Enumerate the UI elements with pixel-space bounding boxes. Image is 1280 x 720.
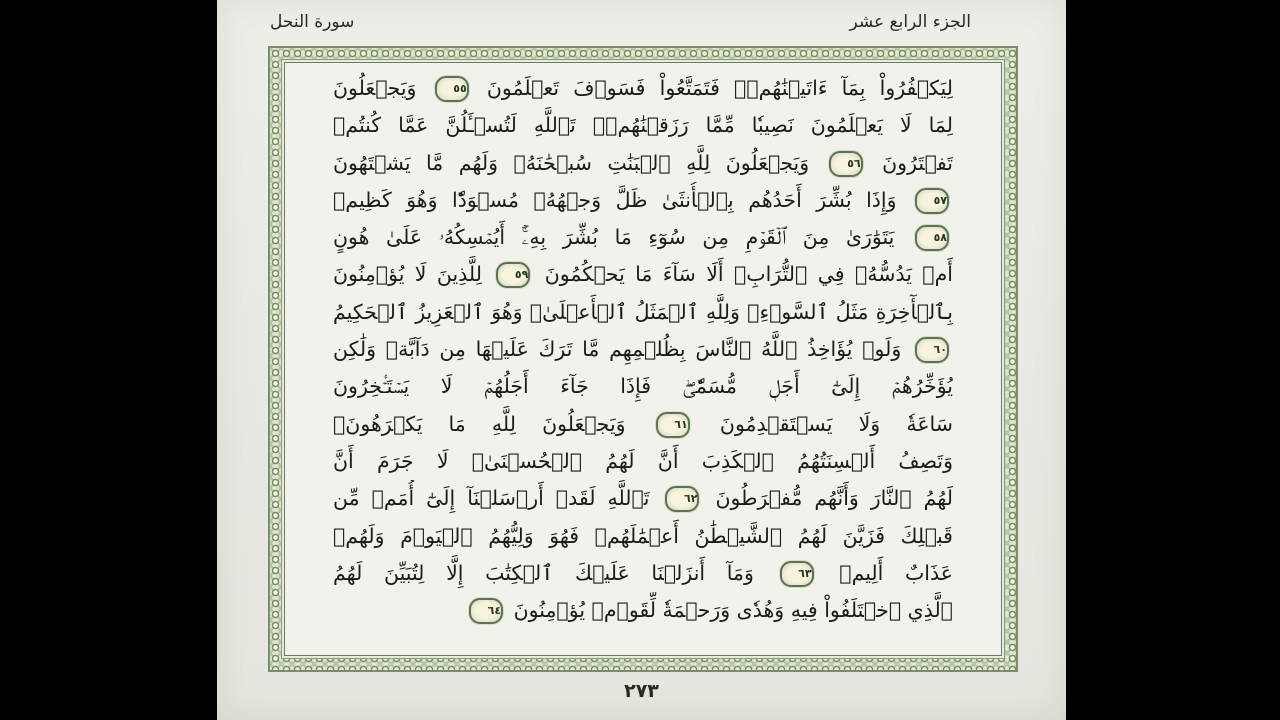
- ayah-number-marker: ٦٠: [915, 337, 949, 363]
- verse-line: [333, 294, 953, 331]
- verse-text: وَلَوۡ يُؤَاخِذُ ٱللَّهُ ٱلنَّاسَ بِظُلۡمِهِم مَّا تَرَكَ عَلَيۡهَا مِن دَآبَّةٖ وَلَٰكِن: [333, 337, 902, 362]
- verse-line: [333, 145, 953, 182]
- verse-line: [333, 331, 953, 368]
- verse-text: وَيَجۡعَلُونَ: [333, 76, 417, 100]
- verse-text: وَيَجۡعَلُونَ لِلَّهِ ٱلۡبَنَٰتِ سُبۡحَٰنَهُۥ وَلَهُم مَّا يَشۡتَهُونَ: [333, 150, 810, 175]
- ayah-number-marker: ٦٢: [665, 486, 699, 512]
- verse-line: [333, 406, 953, 443]
- verse-text: يُؤَخِّرُهُمۡ إِلَىٰٓ أَجَلٖ مُّسَمّٗىۖ فَإِذَا جَآءَ أَجَلُهُمۡ لَا يَسۡتَـٔۡخِرُونَ: [333, 374, 953, 399]
- verse-text: وَإِذَا بُشِّرَ أَحَدُهُم بِٱلۡأُنثَىٰ ظَلَّ وَجۡهُهُۥ مُسۡوَدّٗا وَهُوَ كَظِيمٞ: [333, 187, 897, 212]
- ayah-number-marker: ٦٤: [469, 598, 503, 624]
- verse-line: [333, 70, 953, 107]
- verse-text: لِيَكۡفُرُواْ بِمَآ ءَاتَيۡنَٰهُمۡۚ فَتَمَتَّعُواْ فَسَوۡفَ تَعۡلَمُونَ: [486, 76, 953, 100]
- verse-text: لِلَّذِينَ لَا يُؤۡمِنُونَ: [333, 262, 482, 287]
- text-panel: [284, 62, 1002, 656]
- page-number: ٢٧٣: [624, 680, 659, 702]
- ayah-number-marker: ٥٩: [496, 262, 530, 288]
- mushaf-page: [217, 0, 1066, 720]
- verse-line: [333, 256, 953, 293]
- verse-line: [333, 219, 953, 256]
- ayah-number-marker: ٦١: [656, 412, 690, 438]
- verse-text: أَمۡ يَدُسُّهُۥ فِي ٱلتُّرَابِۗ أَلَا سَآءَ مَا يَحۡكُمُونَ: [544, 262, 953, 287]
- verse-line: [333, 182, 953, 219]
- verse-text: بِٱلۡأٓخِرَةِ مَثَلُ ٱلسَّوۡءِۖ وَلِلَّهِ ٱلۡمَثَلُ ٱلۡأَعۡلَىٰۚ وَهُوَ ٱلۡعَزِيزُ ٱلۡحَكِيمُ: [333, 299, 953, 324]
- verse-text: عَذَابٌ أَلِيمٞ: [839, 560, 953, 585]
- verse-text: تَفۡتَرُونَ: [882, 150, 953, 175]
- verse-text-area: [333, 70, 953, 629]
- verse-line: [333, 480, 953, 517]
- verse-line: [333, 107, 953, 144]
- ayah-number-marker: ٥٨: [915, 225, 949, 251]
- ornamental-border: [268, 46, 1018, 672]
- ayah-number-marker: ٥٥: [435, 76, 469, 102]
- verse-line: [333, 555, 953, 592]
- verse-text: وَيَجۡعَلُونَ لِلَّهِ مَا يَكۡرَهُونَۚ: [333, 411, 626, 436]
- verse-line: [333, 368, 953, 405]
- juz-title: الجزء الرابع عشر: [849, 12, 971, 32]
- verse-line: [333, 592, 953, 629]
- verse-text: تَٱللَّهِ لَقَدۡ أَرۡسَلۡنَآ إِلَىٰٓ أُمَمٖ مِّن: [333, 486, 650, 511]
- verse-text: لِمَا لَا يَعۡلَمُونَ نَصِيبٗا مِّمَّا رَزَقۡنَٰهُمۡۗ تَٱللَّهِ لَتُسۡـَٔلُنَّ عَمَّا كُنتُمۡ: [333, 113, 953, 138]
- ayah-number-marker: ٥٧: [915, 188, 949, 214]
- verse-text: سَاعَةٗ وَلَا يَسۡتَقۡدِمُونَ: [719, 411, 953, 436]
- verse-line: [333, 518, 953, 555]
- verse-text: وَتَصِفُ أَلۡسِنَتُهُمُ ٱلۡكَذِبَ أَنَّ لَهُمُ ٱلۡحُسۡنَىٰۖ لَا جَرَمَ أَنَّ: [333, 448, 953, 473]
- ayah-number-marker: ٥٦: [829, 151, 863, 177]
- surah-title: سورة النحل: [270, 12, 355, 32]
- ayah-number-marker: ٦٣: [780, 561, 814, 587]
- verse-text: ٱلَّذِي ٱخۡتَلَفُواْ فِيهِ وَهُدٗى وَرَحۡمَةٗ لِّقَوۡمٖ يُؤۡمِنُونَ: [513, 598, 953, 623]
- verse-text: لَهُمُ ٱلنَّارَ وَأَنَّهُم مُّفۡرَطُونَ: [715, 486, 953, 511]
- verse-line: [333, 443, 953, 480]
- verse-text: قَبۡلِكَ فَزَيَّنَ لَهُمُ ٱلشَّيۡطَٰنُ أَعۡمَٰلَهُمۡ فَهُوَ وَلِيُّهُمُ ٱلۡيَوۡمَ وَلَهُمۡ: [333, 523, 953, 548]
- verse-text: يَتَوَٰرَىٰ مِنَ ٱلۡقَوۡمِ مِن سُوٓءِ مَا بُشِّرَ بِهِۦٓۚ أَيُمۡسِكُهُۥ عَلَىٰ هُونٍ: [333, 225, 895, 250]
- verse-text: وَمَآ أَنزَلۡنَا عَلَيۡكَ ٱلۡكِتَٰبَ إِلَّا لِتُبَيِّنَ لَهُمُ: [333, 560, 754, 585]
